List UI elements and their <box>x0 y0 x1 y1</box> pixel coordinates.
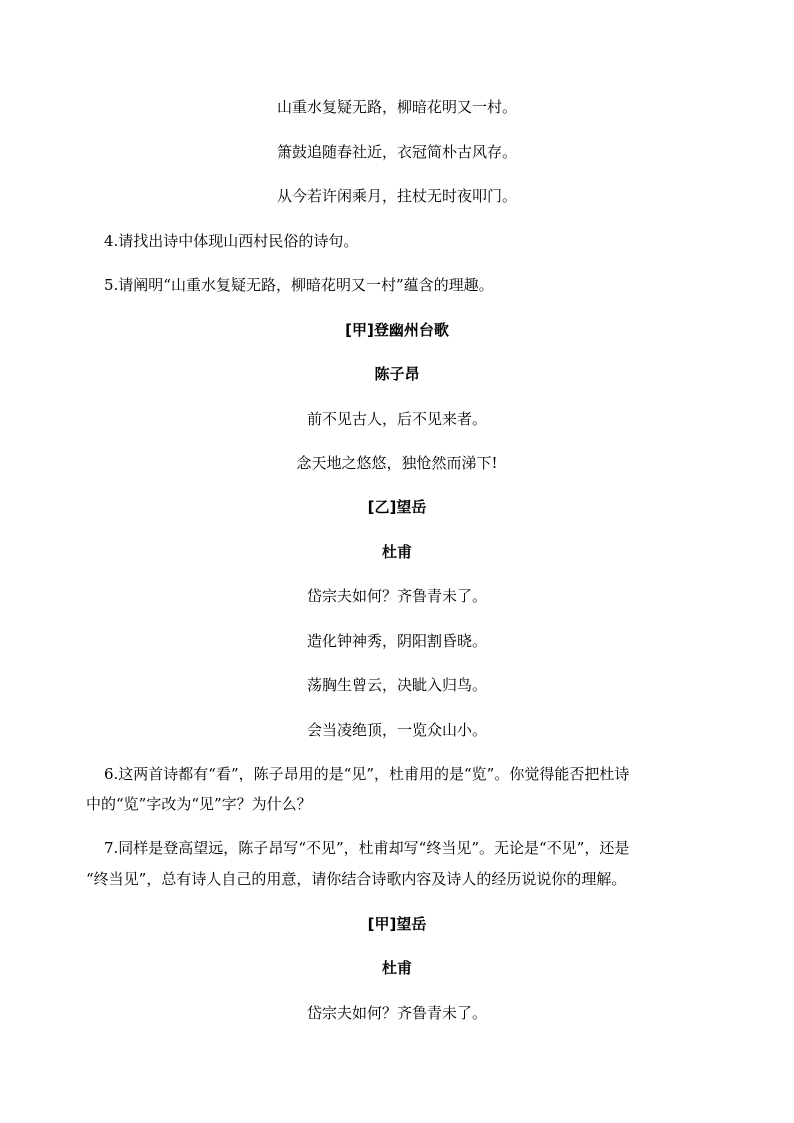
poem-line: 从今若许闲乘月，拄杖无时夜叩门。 <box>276 187 517 205</box>
poem-line: 岱宗夫如何？齐鲁青未了。 <box>306 1004 487 1022</box>
poem-line: 造化钟神秀，阴阳割昏晓。 <box>306 632 487 650</box>
poem-line: 会当凌绝顶，一览众山小。 <box>306 721 487 739</box>
poem-line: 念天地之悠悠，独怆然而涕下! <box>296 454 498 472</box>
poem-line: 箫鼓追随春社近，衣冠简朴古风存。 <box>276 143 517 161</box>
poem-line: 岱宗夫如何？齐鲁青未了。 <box>306 587 487 605</box>
question-7: 7.同样是登高望远，陈子昂写“不见”，杜甫却写“终当见”。无论是“不见”，还是 <box>104 839 630 857</box>
poem-author: 杜甫 <box>381 959 412 977</box>
poem-line: 前不见古人，后不见来者。 <box>306 410 487 428</box>
question-6-continued: 中的“览”字改为“见”字？为什么？ <box>86 795 312 813</box>
poem-title: [乙]望岳 <box>367 498 427 516</box>
question-7-continued: “终当见”，总有诗人自己的用意，请你结合诗歌内容及诗人的经历说说你的理解。 <box>86 870 627 888</box>
poem-author: 陈子昂 <box>374 365 420 383</box>
question-4: 4.请找出诗中体现山西村民俗的诗句。 <box>104 232 359 250</box>
poem-line: 荡胸生曾云，决眦入归鸟。 <box>306 676 487 694</box>
poem-title: [甲]登幽州台歌 <box>345 321 449 339</box>
question-5: 5.请阐明“山重水复疑无路，柳暗花明又一村”蕴含的理趣。 <box>104 276 494 294</box>
poem-title: [甲]望岳 <box>367 915 427 933</box>
question-6: 6.这两首诗都有“看”，陈子昂用的是“见”，杜甫用的是“览”。你觉得能否把杜诗 <box>104 765 630 783</box>
poem-line: 山重水复疑无路，柳暗花明又一村。 <box>276 98 517 116</box>
poem-author: 杜甫 <box>381 543 412 561</box>
